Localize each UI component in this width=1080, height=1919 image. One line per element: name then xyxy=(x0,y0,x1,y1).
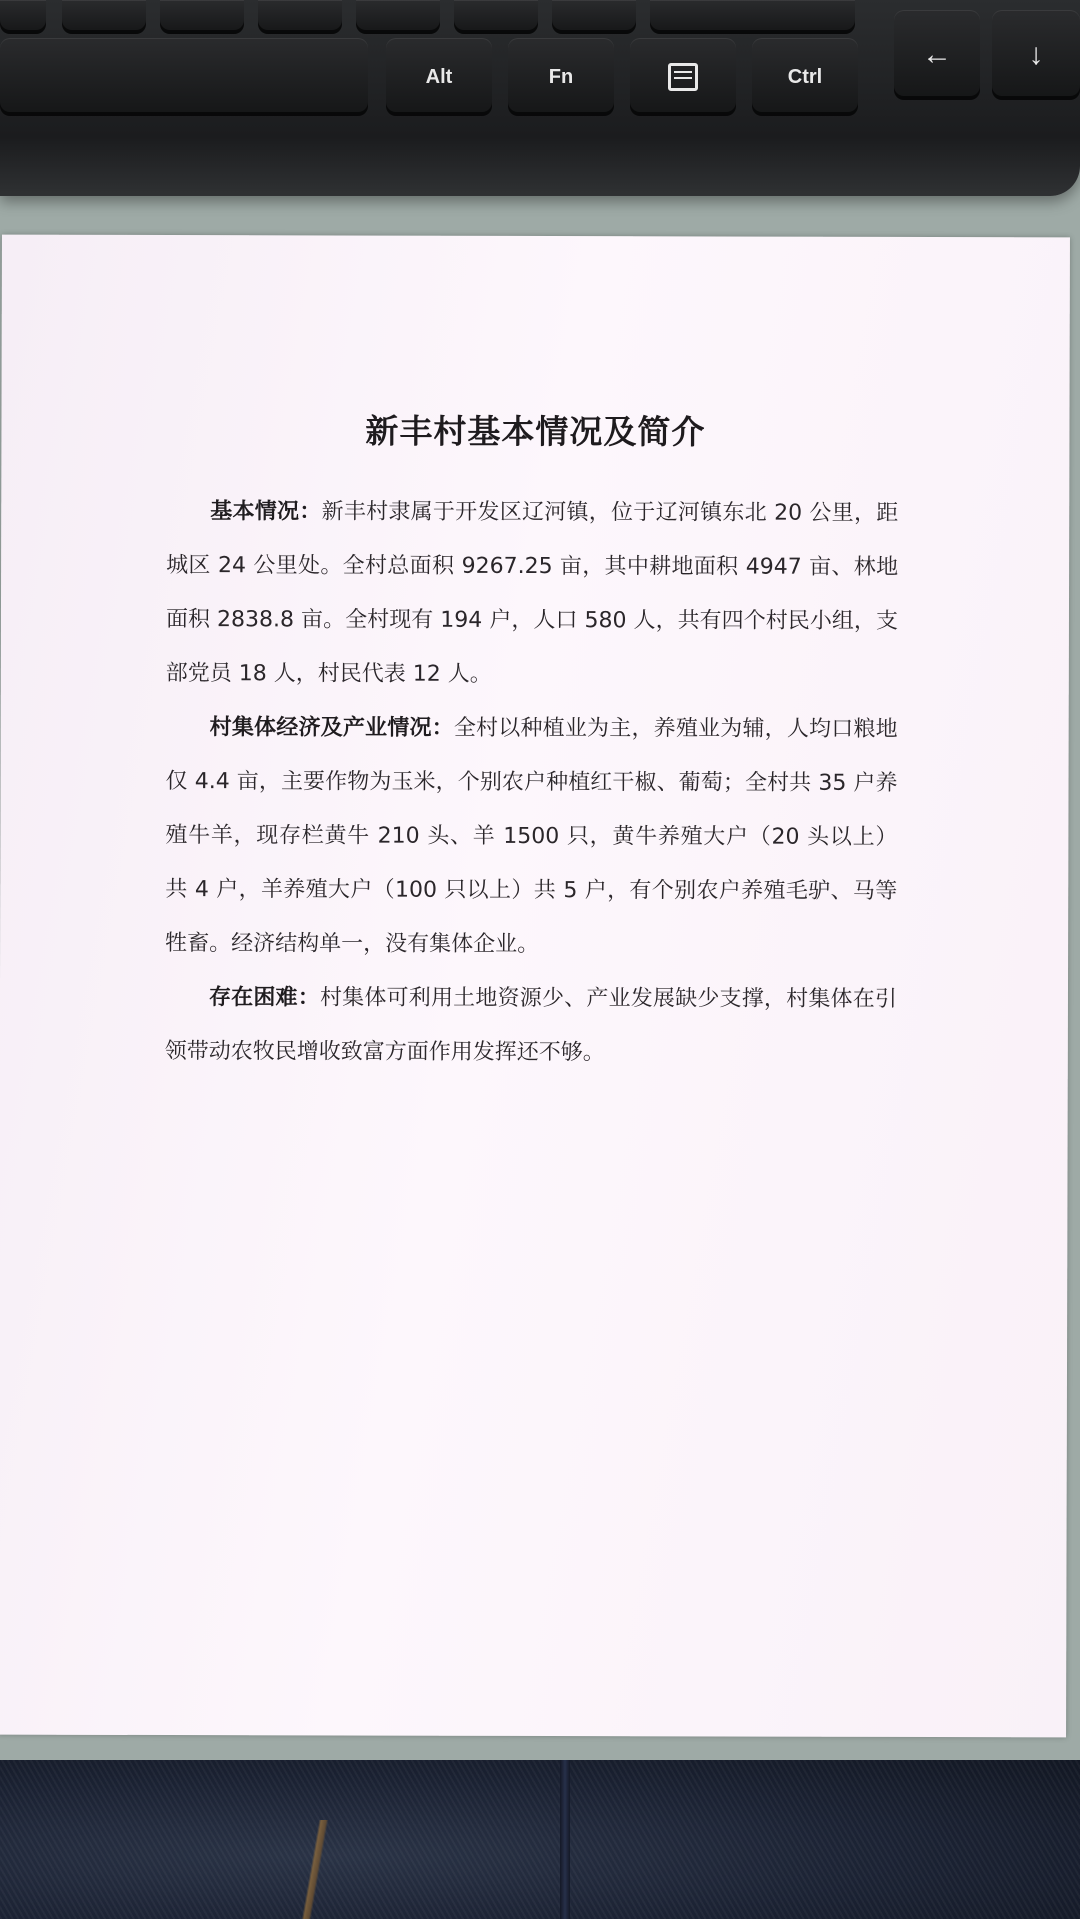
menu-key xyxy=(630,38,736,116)
jeans-seam xyxy=(560,1760,570,1919)
keyboard-key xyxy=(552,0,636,34)
space-bar-key xyxy=(0,38,368,116)
jeans-stitch xyxy=(300,1820,330,1919)
keyboard-key xyxy=(258,0,342,34)
paragraph-difficulties xyxy=(165,971,897,1081)
paragraph-basic-info xyxy=(166,485,899,703)
jeans-background xyxy=(0,1760,1080,1919)
paragraph-heading: 存在困难： xyxy=(208,985,321,1011)
fn-key xyxy=(508,38,614,116)
keyboard-key xyxy=(160,0,244,34)
keyboard-key xyxy=(62,0,146,34)
keyboard xyxy=(0,0,1080,196)
left-arrow-icon: ← xyxy=(922,38,952,71)
down-arrow-icon: ↓ xyxy=(1028,38,1044,71)
paragraph-economy xyxy=(165,701,898,973)
left-arrow-key xyxy=(894,10,980,100)
paragraph-heading: 村集体经济及产业情况： xyxy=(209,715,454,741)
keyboard-key xyxy=(356,0,440,34)
ctrl-key xyxy=(752,38,858,116)
paragraph-heading: 基本情况： xyxy=(210,499,322,525)
document-title: 新丰村基本情况及简介 xyxy=(365,411,706,452)
paragraph-text: 新丰村隶属于开发区辽河镇，位于辽河镇东北 20 公里，距城区 24 公里处。全村总面积 9267.25 亩，其中耕地面积 4947 亩、林地面积 2838.8 亩。全村现有 194 户，人口 580 人，共有四个村民小组，支部党员 18 人，村民代表 12 人。 xyxy=(165,499,899,687)
keyboard-key xyxy=(454,0,538,34)
paragraph-text: 全村以种植业为主，养殖业为辅，人均口粮地仅 4.4 亩，主要作物为玉米，个别农户种植红干椒、葡萄；全村共 35 户养殖牛羊，现存栏黄牛 210 头、羊 1500 只，黄牛养殖大户（20 头以上）共 4 户，羊养殖大户（100 只以上）共 5 户，有个别农户养殖毛驴、马等牲畜。经济结构单一，没有集体企业。 xyxy=(165,715,898,958)
ctrl-key-label: Ctrl xyxy=(787,65,823,88)
menu-key-icon xyxy=(668,63,698,91)
fn-key-label: Fn xyxy=(548,65,574,88)
document-body xyxy=(165,485,899,1081)
alt-key xyxy=(386,38,492,116)
paragraph-text: 村集体可利用土地资源少、产业发展缺少支撑，村集体在引领带动农牧民增收致富方面作用发挥还不够。 xyxy=(164,985,897,1066)
paper-sheet xyxy=(0,235,1070,1738)
down-arrow-key xyxy=(992,10,1080,100)
keyboard-key xyxy=(650,0,855,34)
alt-key-label: Alt xyxy=(425,65,453,88)
keyboard-key xyxy=(0,0,46,34)
